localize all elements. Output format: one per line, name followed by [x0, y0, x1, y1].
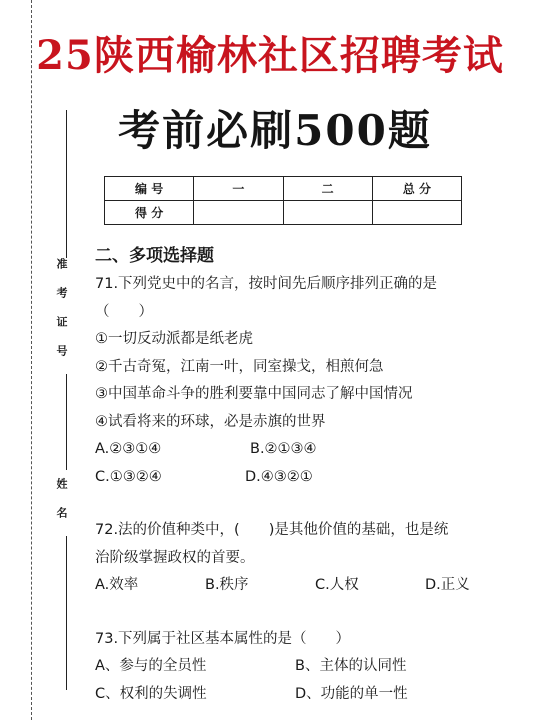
q73-option-c[interactable]: C、权利的失调性 — [95, 685, 207, 702]
score-table — [104, 176, 462, 225]
q71-option-c[interactable]: C.①③②④ — [95, 468, 162, 485]
section-title: 二、多项选择题 — [95, 246, 214, 266]
q72-option-d[interactable]: D.正义 — [425, 577, 470, 593]
score-cell-number-label: 编 号 — [105, 177, 194, 201]
q73-option-b[interactable]: B、主体的认同性 — [295, 658, 407, 674]
q72-option-c[interactable]: C.人权 — [315, 577, 359, 593]
question-71 — [95, 271, 520, 491]
score-table-header-row — [105, 177, 462, 201]
q72-stem-continued: 治阶级掌握政权的首要。 — [95, 549, 255, 566]
score-cell-score-two — [283, 201, 372, 225]
questions-area — [95, 244, 520, 708]
score-cell-total-label: 总 分 — [372, 177, 461, 201]
score-cell-score-label: 得 分 — [105, 201, 194, 225]
q73-option-a[interactable]: A、参与的全员性 — [95, 658, 207, 674]
question-72 — [95, 517, 520, 600]
score-table-score-row — [105, 201, 462, 225]
q73-options-row-2 — [95, 681, 520, 709]
score-cell-score-total — [372, 201, 461, 225]
q71-stem-blank: （ ） — [95, 303, 153, 320]
q71-item-4: ④试看将来的环球，必是赤旗的世界 — [95, 413, 326, 430]
document-title: 25陕西榆林社区招聘考试 — [36, 32, 504, 79]
q71-item-1: ①一切反动派都是纸老虎 — [95, 331, 253, 347]
q72-option-a[interactable]: A.效率 — [95, 577, 139, 593]
exam-id-label: 准考证号 — [58, 258, 74, 374]
binding-rule-bottom — [66, 530, 67, 690]
q71-option-a[interactable]: A.②③①④ — [95, 441, 162, 457]
q72-options-row — [95, 572, 520, 600]
q72-stem: 72.法的价值种类中，( )是其他价值的基础，也是统 — [95, 522, 449, 538]
q72-option-b[interactable]: B.秩序 — [205, 577, 249, 593]
score-cell-part-one: 一 — [194, 177, 283, 201]
q73-option-d[interactable]: D、功能的单一性 — [295, 685, 408, 702]
question-73 — [95, 626, 520, 709]
q71-item-3: ③中国革命斗争的胜利要靠中国同志了解中国情况 — [95, 386, 413, 402]
name-label: 姓名 — [58, 478, 74, 536]
q71-option-b[interactable]: B.②①③④ — [250, 441, 317, 457]
score-cell-score-one — [194, 201, 283, 225]
q71-options-row-2 — [95, 464, 520, 492]
binding-rule-middle — [66, 370, 67, 470]
q71-stem: 71.下列党史中的名言，按时间先后顺序排列正确的是 — [95, 276, 438, 292]
document-subtitle: 考前必刷500题 — [118, 106, 432, 155]
q73-stem: 73.下列属于社区基本属性的是（ ） — [95, 630, 351, 647]
q73-options-row-1 — [95, 653, 520, 681]
q71-item-2: ②千古奇冤，江南一叶，同室操戈，相煎何急 — [95, 358, 384, 375]
score-cell-part-two: 二 — [283, 177, 372, 201]
q71-options-row-1 — [95, 436, 520, 464]
q71-option-d[interactable]: D.④③②① — [245, 468, 313, 485]
